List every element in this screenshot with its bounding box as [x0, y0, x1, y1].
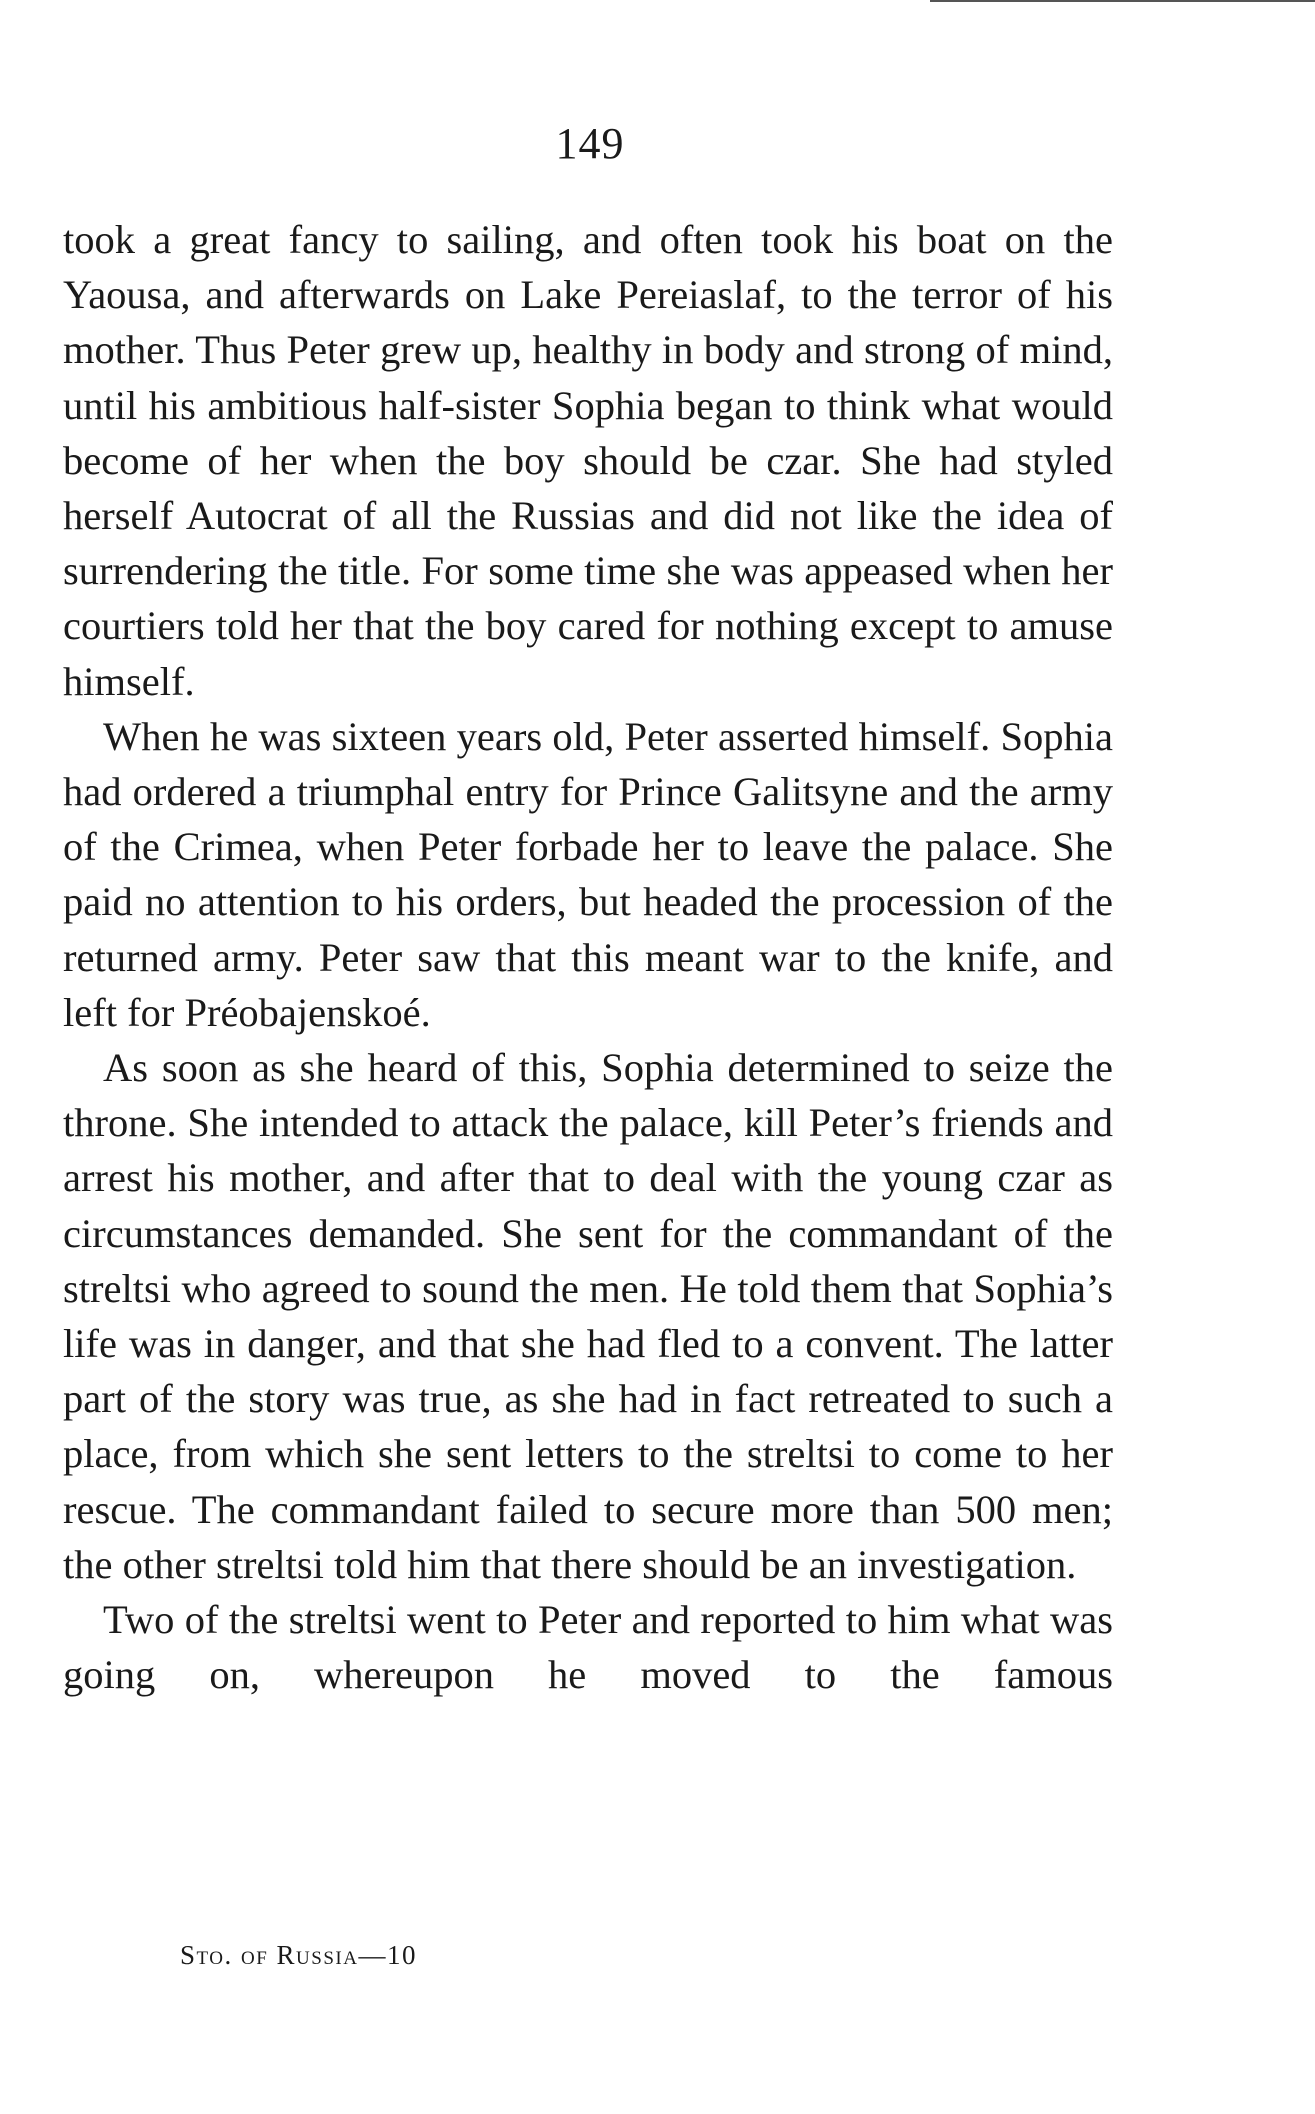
paragraph-1: took a great fancy to sailing, and often took his boat on the Yaousa, and afterwards on Lake Pereiaslaf, to the terror of his mother. Thus Peter grew up, healthy in body and strong of mind, until his ambitious half-sister Sophia began to think what would become of her when the boy should be czar. She had styled herself Autocrat of all the Russias and did not like the idea of surrendering the title. For some time she was appeased when her courtiers told her that the boy cared for nothing except to amuse himself. [63, 217, 1113, 704]
paragraph-2: When he was sixteen years old, Peter asserted himself. Sophia had ordered a triumphal entry for Prince Galitsyne and the army of the Crimea, when Peter forbade her to leave the palace. She paid no attention to his orders, but headed the procession of the returned army. Peter saw that this meant war to the knife, and left for Préobajenskoé. [63, 713, 1113, 1035]
signature-mark: Sto. of Russia—10 [180, 1940, 417, 1970]
paragraph-3: As soon as she heard of this, Sophia determined to seize the throne. She intended to attack the palace, kill Peter’s friends and arrest his mother, and after that to deal with the young czar as circumstances demanded. She sent for the commandant of the streltsi who agreed to sound the men. He told them that Sophia’s life was in danger, and that she had fled to a convent. The latter part of the story was true, as she had in fact retreated to such a place, from which she sent letters to the streltsi to come to her rescue. The commandant failed to secure more than 500 men; the other streltsi told him that there should be an investigation. [63, 1045, 1113, 1587]
body-text [63, 212, 1113, 1702]
paragraph-4: Two of the streltsi went to Peter and reported to him what was going on, whereupon he moved to the famous [63, 1597, 1113, 1698]
page-edge-line [930, 0, 1315, 2]
page-number: 149 [555, 119, 625, 168]
